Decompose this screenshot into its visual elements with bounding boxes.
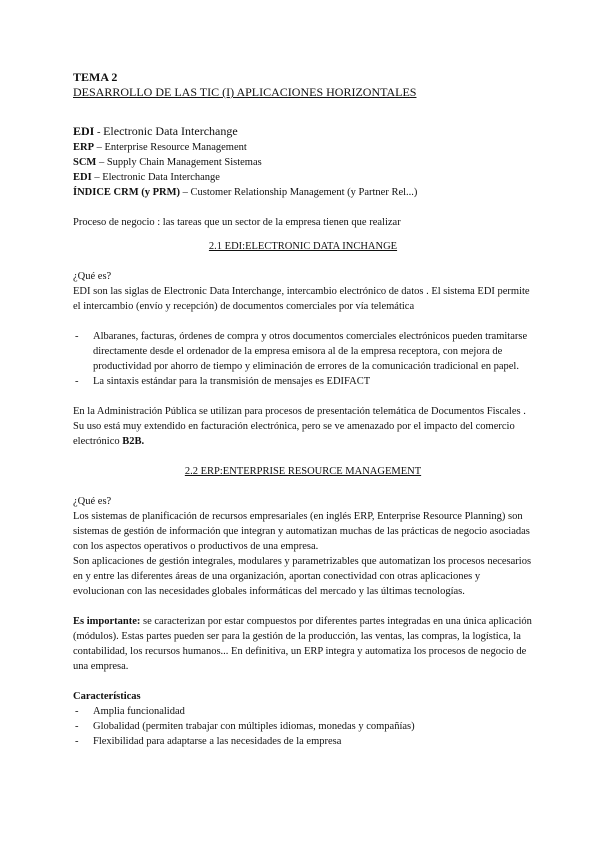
acronym-abbr: ÍNDICE CRM (y PRM) xyxy=(73,187,181,198)
acronym-desc: Electronic Data Interchange xyxy=(102,172,220,183)
acronym-abbr: SCM xyxy=(73,157,97,168)
acronym-sep: - xyxy=(94,127,104,138)
important-label: Es importante: xyxy=(73,616,141,627)
document-page xyxy=(73,70,533,749)
acronym-item xyxy=(73,155,533,170)
acronym-sep: – xyxy=(96,157,107,168)
acronym-desc: Enterprise Resource Management xyxy=(104,142,247,153)
acronym-list xyxy=(73,124,533,200)
paragraph-erp-applications: Son aplicaciones de gestión integrales, modulares y parametrizables que automatizan los procesos necesarios en y entre las diferentes áreas de una organización, aportan conectividad con otras aplicaciones y evolucionan con las necesidades globales informáticas del mercado y las últimas tecnologías. xyxy=(73,556,532,597)
characteristics-list xyxy=(73,704,533,749)
list-item: - Albaranes, facturas, órdenes de compra y otros documentos comerciales electrónicos pueden tramitarse directamente desde el ordenador de la empresa emisora al de la empresa receptora, con mejora de productividad por ahorro de tiempo y eliminación de errores de la comunicación tradicional en papel. xyxy=(73,329,533,374)
section-heading-edi: 2.1 EDI:ELECTRONIC DATA INCHANGE xyxy=(208,241,398,252)
characteristics-heading xyxy=(73,689,533,704)
acronym-item xyxy=(73,124,533,140)
acronym-item xyxy=(73,140,533,155)
paragraph-edi-definition: EDI son las siglas de Electronic Data Interchange, intercambio electrónico de datos . El sistema EDI permite el intercambio (envío y recepción) de documentos comerciales por vía telemática xyxy=(73,286,530,312)
acronym-item xyxy=(73,185,533,200)
paragraph-edi-admin-text: En la Administración Pública se utilizan para procesos de presentación telemática de Documentos Fiscales . Su uso está muy extendido en facturación electrónica, pero se ve amenazado por el impacto del comercio electrónico xyxy=(73,406,526,447)
list-item: - La sintaxis estándar para la transmisión de mensajes es EDIFACT xyxy=(73,374,533,389)
acronym-desc: Supply Chain Management Sistemas xyxy=(106,157,262,168)
list-item: - Flexibilidad para adaptarse a las necesidades de la empresa xyxy=(73,734,533,749)
acronym-sep: – xyxy=(91,172,103,183)
document-subtitle: DESARROLLO DE LAS TIC (I) APLICACIONES HORIZONTALES xyxy=(73,85,417,99)
acronym-abbr: EDI xyxy=(73,172,92,183)
acronym-sep: – xyxy=(180,187,191,198)
edi-bullet-list xyxy=(73,329,533,389)
paragraph-erp-important xyxy=(73,614,533,674)
acronym-item xyxy=(73,170,533,185)
acronym-abbr: EDI xyxy=(73,124,95,138)
question-erp: ¿Qué es? xyxy=(73,496,112,507)
paragraph-erp-definition: Los sistemas de planificación de recursos empresariales (en inglés ERP, Enterprise Resource Planning) son sistemas de gestión de información que integran y automatizan muchas de las prácticas de negocio asociadas con los aspectos operativos o productivos de una empresa. xyxy=(73,511,530,552)
list-item: - Globalidad (permiten trabajar con múltiples idiomas, monedas y compañías) xyxy=(73,719,533,734)
list-item: - Amplia funcionalidad xyxy=(73,704,533,719)
paragraph-edi-admin xyxy=(73,404,533,449)
b2b-bold: B2B. xyxy=(122,436,145,447)
acronym-sep: – xyxy=(94,142,105,153)
section-heading-erp: 2.2 ERP:ENTERPRISE RESOURCE MANAGEMENT xyxy=(184,466,422,477)
question-edi: ¿Qué es? xyxy=(73,271,112,282)
acronym-desc: Electronic Data Interchange xyxy=(103,124,238,138)
acronym-desc: Customer Relationship Management (y Partner Rel...) xyxy=(190,187,418,198)
important-text: se caracterizan por estar compuestos por diferentes partes integradas en una única aplicación (módulos). Estas partes pueden ser para la gestión de la producción, las ventas, las compras, la logística, la contabilidad, los recursos humanos... En definitiva, un ERP integra y automatiza los procesos de negocio de una empresa. xyxy=(73,616,532,672)
tema-title: TEMA 2 xyxy=(73,70,118,84)
characteristics-heading-text: Características xyxy=(73,691,141,702)
acronym-abbr: ERP xyxy=(73,142,94,153)
intro-paragraph: Proceso de negocio : las tareas que un sector de la empresa tienen que realizar xyxy=(73,217,401,228)
